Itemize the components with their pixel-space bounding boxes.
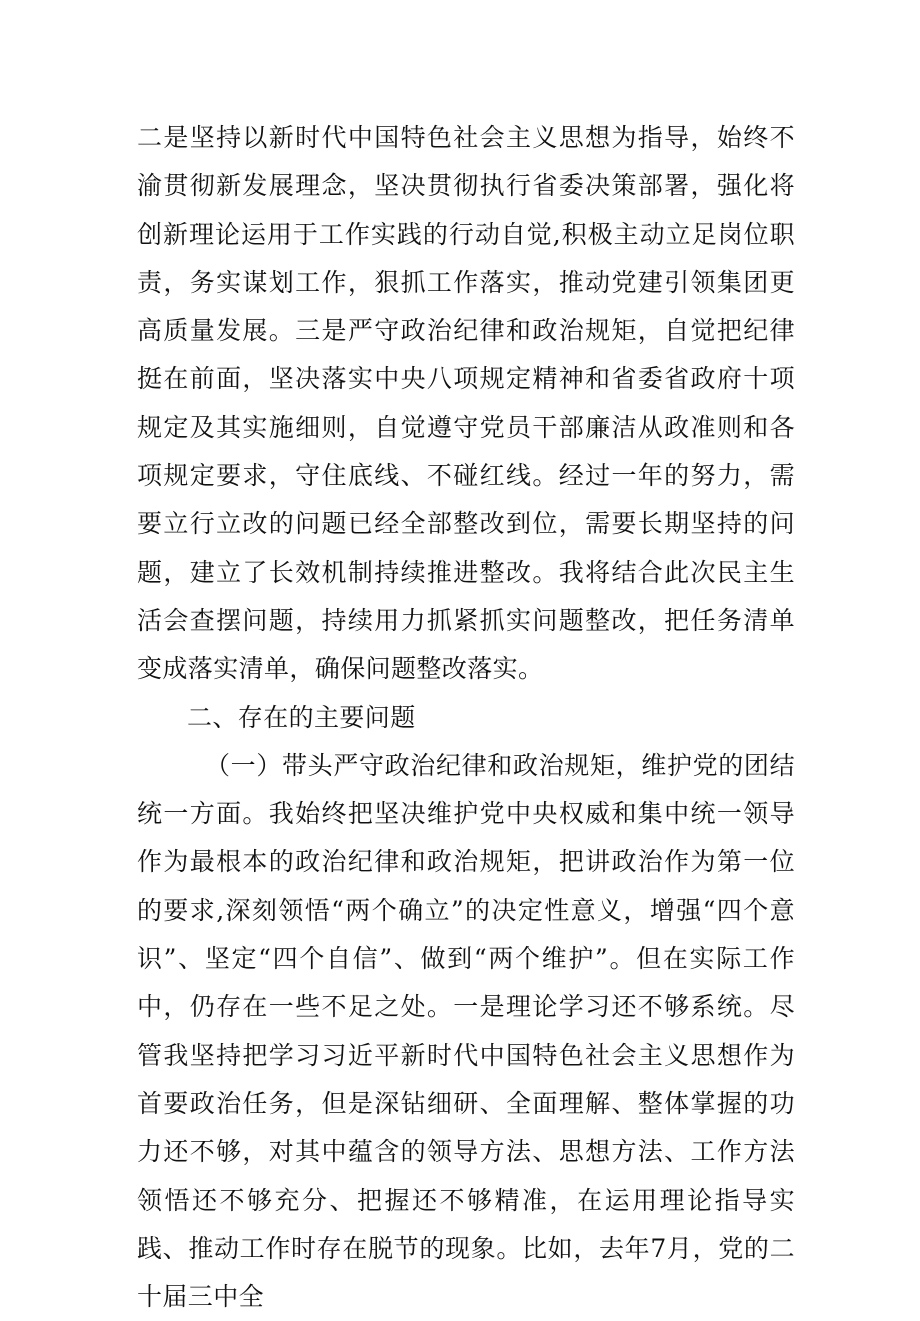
section-heading: 二、存在的主要问题	[187, 702, 416, 732]
paragraph-subsection-one: （一）带头严守政治纪律和政治规矩，维护党的团结统一方面。我始终把坚决维护党中央权威和集中统一领导作为最根本的政治纪律和政治规矩，把讲政治作为第一位的要求,深刻领悟“两个确立”的决定性意义，增强“四个意识”、坚定“四个自信”、做到“两个维护”。但在实际工作中，仍存在一些不足之处。一是理论学习还不够系统。尽管我坚持把学习习近平新时代中国特色社会主义思想作为首要政治任务，但是深钻细研、全面理解、整体掌握的功力还不够，对其中蕴含的领导方法、思想方法、工作方法领悟还不够充分、把握还不够精准，在运用理论指导实践、推动工作时存在脱节的现象。比如，去年7月，党的二十届三中全	[137, 750, 795, 1312]
document-body	[137, 114, 795, 1321]
paragraph-body-continued: 二是坚持以新时代中国特色社会主义思想为指导，始终不渝贯彻新发展理念，坚决贯彻执行省委决策部署，强化将创新理论运用于工作实践的行动自觉,积极主动立足岗位职责，务实谋划工作，狠抓工作落实，推动党建引领集团更高质量发展。三是严守政治纪律和政治规矩，自觉把纪律挺在前面，坚决落实中央八项规定精神和省委省政府十项规定及其实施细则，自觉遵守党员干部廉洁从政准则和各项规定要求，守住底线、不碰红线。经过一年的努力，需要立行立改的问题已经全部整改到位，需要长期坚持的问题，建立了长效机制持续推进整改。我将结合此次民主生活会查摆问题，持续用力抓紧抓实问题整改，把任务清单变成落实清单，确保问题整改落实。	[137, 123, 795, 684]
